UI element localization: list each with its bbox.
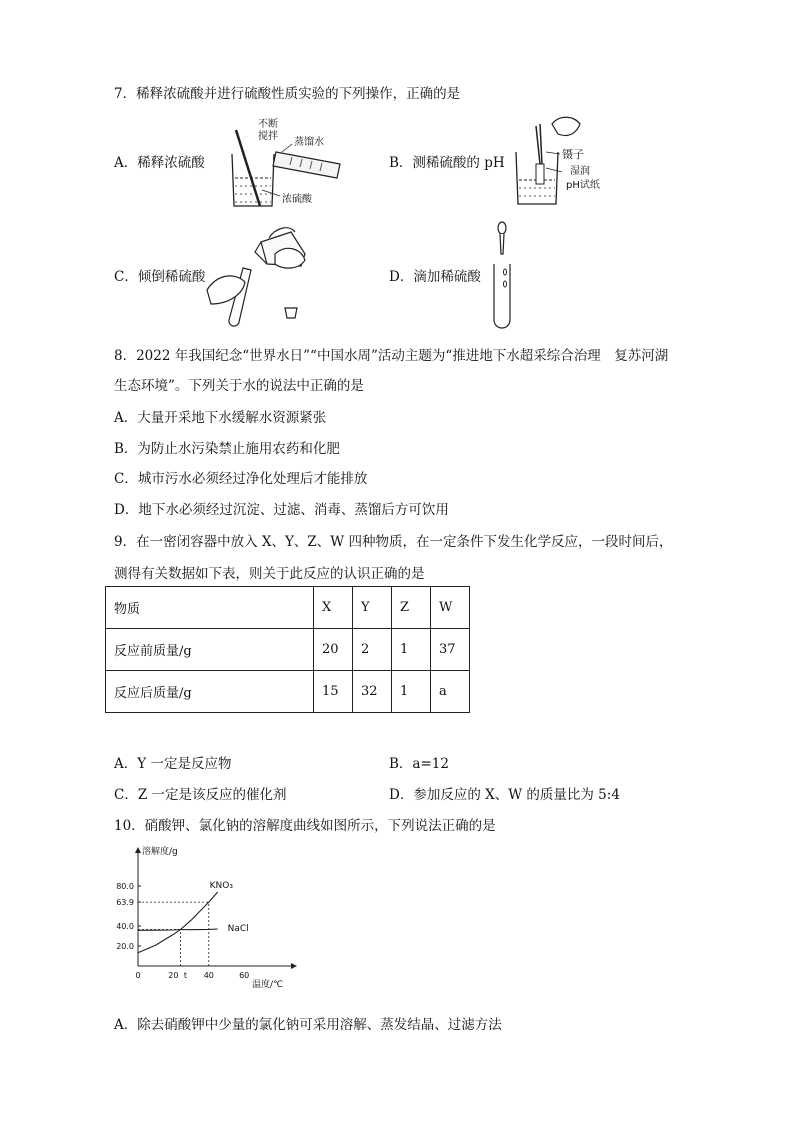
q9-option-d[interactable]: D．参加反应的 X、W 的质量比为 5:4 [389,787,620,803]
table-cell: X [314,587,353,629]
table-row [106,671,470,713]
table-cell: W [431,587,470,629]
test-tube-icon [494,264,510,328]
stir-label-2: 搅拌 [258,131,278,142]
table-cell: 1 [392,629,431,671]
q9-stem-line2: 测得有关数据如下表，则关于此反应的认识正确的是 [114,566,425,582]
q7-option-a[interactable]: A．稀释浓硫酸 [114,155,205,171]
series-line-kno3 [138,892,218,953]
stopper-icon [285,308,297,318]
tweezers-label: 镊子 [562,148,584,161]
table-cell: 物质 [106,587,314,629]
y-tick-label: 20.0 [116,942,134,951]
x-tick-label: 60 [239,971,250,980]
q9-option-a[interactable]: A．Y 一定是反应物 [114,756,232,772]
table-cell: 37 [431,629,470,671]
q9-stem-line1: 9．在一密闭容器中放入 X、Y、Z、W 四种物质，在一定条件下发生化学反应，一段时间后， [114,534,673,550]
x-tick-label: 40 [203,971,214,980]
dropper-icon [500,234,504,254]
table-cell: Z [392,587,431,629]
q7-figure-c [205,224,315,330]
x-tick-label: 0 [135,971,141,980]
q7-option-b[interactable]: B．测稀硫酸的 pH [389,155,505,171]
q7-figure-b [512,112,612,208]
series-line-nacl [138,929,218,930]
table-cell: 20 [314,629,353,671]
q9-data-table [105,586,470,713]
q7-figure-d [486,220,526,328]
table-cell: 32 [353,671,392,713]
q9-option-b[interactable]: B．a=12 [389,756,449,772]
x-tick-label: t [183,971,188,980]
table-cell: 2 [353,629,392,671]
stir-label-1: 不断 [258,119,278,130]
q7-stem: 7．稀释浓硫酸并进行硫酸性质实验的下列操作，正确的是 [114,86,461,102]
table-row [106,629,470,671]
table-header-row [106,587,470,629]
table-cell: a [431,671,470,713]
y-tick-label: 40.0 [116,922,134,931]
q8-option-c[interactable]: C．城市污水必须经过净化处理后才能排放 [114,471,368,487]
series-label-kno3: KNO₃ [209,881,233,891]
q9-option-c[interactable]: C．Z 一定是该反应的催化剂 [114,787,287,803]
y-tick-label: 63.9 [116,898,134,908]
q8-option-a[interactable]: A．大量开采地下水缓解水资源紧张 [114,410,327,426]
table-cell: Y [353,587,392,629]
x-tick-label: 20 [168,971,179,980]
y-tick-label: 80.0 [116,882,134,891]
ph-paper-label: pH试纸 [566,180,600,191]
q7-option-d[interactable]: D．滴加稀硫酸 [389,269,481,285]
q7-option-c[interactable]: C．倾倒稀硫酸 [114,269,206,285]
table-cell: 15 [314,671,353,713]
q8-option-b[interactable]: B．为防止水污染禁止施用农药和化肥 [114,441,340,457]
q10-option-a[interactable]: A．除去硝酸钾中少量的氯化钠可采用溶解、蒸发结晶、过滤方法 [114,1017,502,1033]
hand-icon [552,117,580,135]
table-cell: 反应后质量/g [106,671,314,713]
glass-rod-icon [236,130,260,206]
ph-paper-icon [536,164,544,184]
solubility-chart [100,840,320,1000]
acid-label: 浓硫酸 [282,194,312,205]
q8-stem-line2: 生态环境”。下列关于水的说法中正确的是 [114,378,364,394]
series-label-nacl: NaCl [227,924,249,934]
table-cell: 1 [392,671,431,713]
dropper-bulb-icon [498,222,506,234]
table-cell: 反应前质量/g [106,629,314,671]
cylinder-icon [273,152,340,178]
q8-stem-line1: 8．2022 年我国纪念“世界水日”“中国水周”活动主题为“推进地下水超采综合治理 复苏河湖 [114,348,669,364]
q10-stem: 10．硝酸钾、氯化钠的溶解度曲线如图所示，下列说法正确的是 [114,818,496,834]
q8-option-d[interactable]: D．地下水必须经过沉淀、过滤、消毒、蒸馏后方可饮用 [114,502,449,518]
wet-label: 湿润 [570,166,590,177]
tweezers-icon [536,124,542,164]
q7-figure-a [222,116,352,212]
y-axis-label: 溶解度/g [142,847,178,857]
x-axis-label: 温度/℃ [252,980,284,990]
water-label: 蒸馏水 [294,137,324,148]
